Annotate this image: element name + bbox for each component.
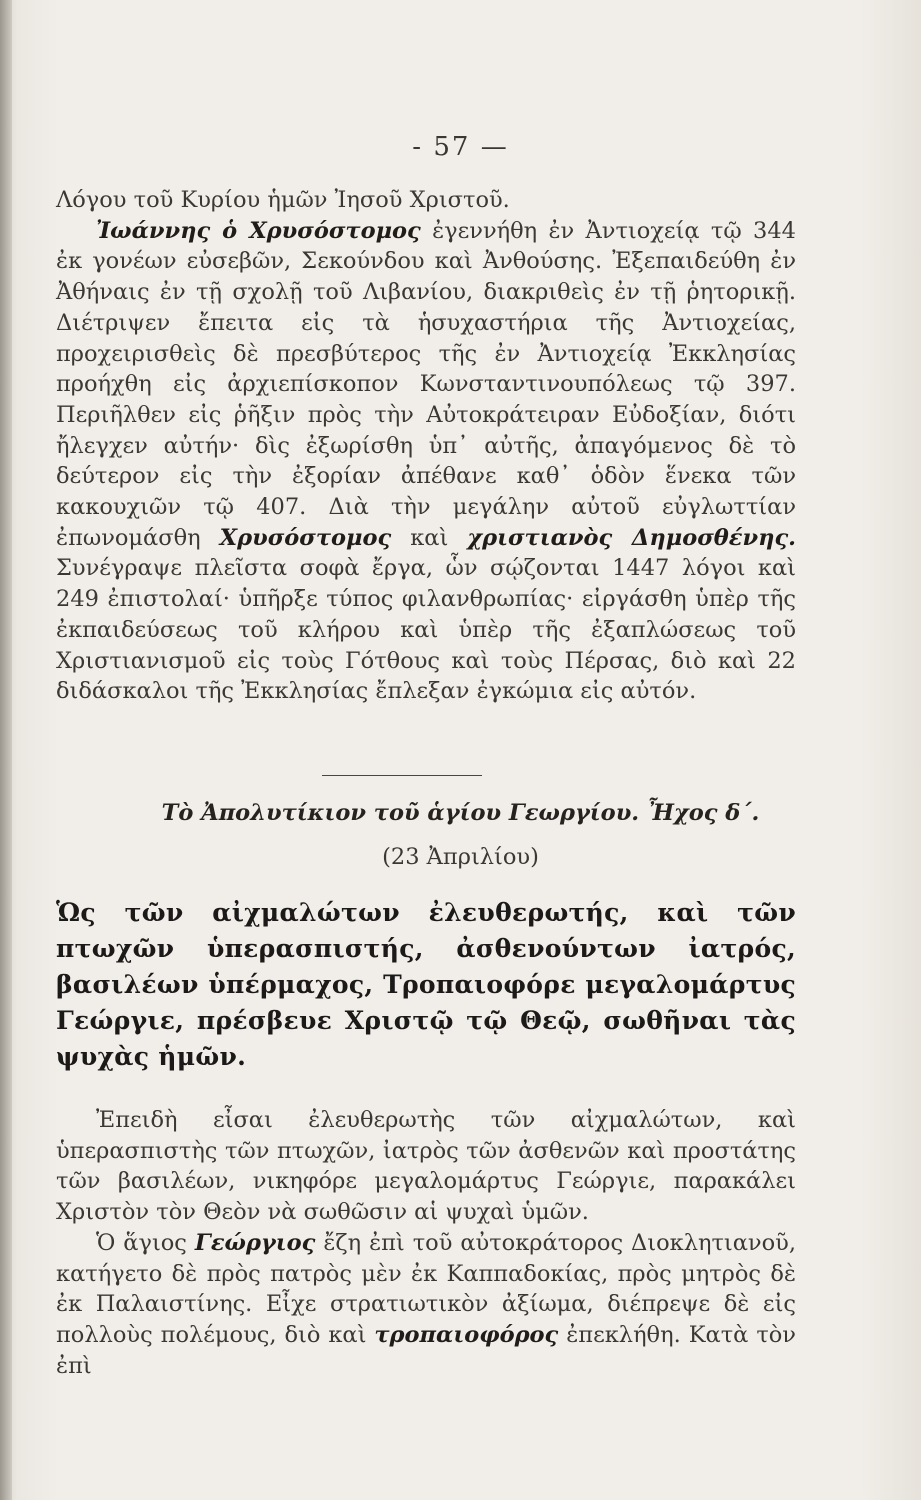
bio-text-1: ἐγεννήθη ἐν Ἀντιοχείᾳ τῷ 344 ἐκ γονέων εὐσεβῶν, Σεκούνδου καὶ Ἀνθούσης. Ἐξεπαιδεύθη ἐν Ἀθήναις ἐν τῇ σχολῇ τοῦ Λιβανίου, διακριθεὶς ἐν τῇ ῥητορικῇ. Διέτριψεν ἔπειτα εἰς τὰ ἡσυχαστήρια τῆς Ἀντιοχείας, προχειρισθεὶς δὲ πρεσβύτερος τῆς ἐν Ἀντιοχείᾳ Ἐκκλησίας προήχθη εἰς ἀρχιεπίσκοπον Κωνσταντινουπόλεως τῷ 397. Περιῆλθεν εἰς ῥῆξιν πρὸς τὴν Αὐτοκράτειραν Εὐδοξίαν, διότι ἤλεγχεν αὐτήν· δὶς ἐξωρίσθη ὑπ᾿ αὐτῆς, ἀπαγόμενος δὲ τὸ δεύτερον εἰς τὴν ἐξορίαν ἀπέθανε καθ᾿ ὁδὸν ἕνεκα τῶν κακουχιῶν τῷ 407. Διὰ τὴν μεγάλην αὐτοῦ εὐγλωττίαν ἐπωνομάσθη	[56, 217, 796, 551]
apolytikion-hymn: Ὡς τῶν αἰχμαλώτων ἐλευθερωτής, καὶ τῶν πτωχῶν ὑπερασπιστής, ἀσθενούντων ἰατρός, βασιλέων ὑπέρμαχος, Τροπαιοφόρε μεγαλομάρτυς Γεώργιε, πρέσβευε Χριστῷ τῷ Θεῷ, σωθῆναι τὰς ψυχὰς ἡμῶν.	[56, 898, 796, 1071]
hymn-paraphrase: Ἐπειδὴ εἶσαι ἐλευθερωτὴς τῶν αἰχμαλώτων, καὶ ὑπερασπιστὴς τῶν πτωχῶν, ἰατρὸς τῶν ἀσθενῶν καὶ προστάτης τῶν βασιλέων, νικηφόρε μεγαλομάρτυς Γεώργιε, παρακάλει Χριστὸν τὸν Θεὸν νὰ σωθῶσιν αἱ ψυχαὶ ὑμῶν.	[56, 1107, 796, 1226]
bio-text-3: Συνέγραψε πλεῖστα σοφὰ ἔργα, ὧν σῴζονται 1447 λόγοι καὶ 249 ἐπιστολαί· ὑπῆρξε τύπος φιλανθρωπίας· εἰργάσθη ὑπὲρ τῆς ἐκπαιδεύσεως τοῦ κλήρου καὶ ὑπὲρ τῆς ἐξαπλώσεως τοῦ Χριστιανισμοῦ εἰς τοὺς Γότθους καὶ τοὺς Πέρσας, διὸ καὶ 22 διδάσκαλοι τῆς Ἐκκλησίας ἔπλεξαν ἐγκώμια εἰς αὐτόν.	[56, 555, 796, 705]
paraphrase-section	[56, 1105, 796, 1381]
saint-name: Ἰωάννης ὁ Χρυσόστομος	[96, 217, 421, 244]
book-spine-shadow	[0, 0, 12, 1500]
epithet-2: χριστιανὸς Δημοσθένης.	[467, 524, 796, 551]
section-date: (23 Ἀπριλίου)	[382, 844, 539, 870]
page-number: - 57 —	[412, 132, 509, 162]
section-divider	[322, 775, 482, 776]
bio-text-2: καὶ	[391, 524, 468, 551]
george-bio-text-2: ἔζη ἐπὶ τοῦ αὐτοκράτορος Διοκλητιανοῦ, κατήγετο δὲ πρὸς πατρὸς μὲν ἐκ Καππαδοκίας, πρὸς μητρὸς δὲ ἐκ Παλαιστίνης. Εἶχε στρατιωτικὸν ἀξίωμα, διέπρεψε δὲ εἰς πολλοὺς πολέμους, διὸ καὶ	[56, 1229, 796, 1348]
chrysostom-bio	[56, 216, 796, 707]
george-name: Γεώργιος	[194, 1229, 316, 1256]
continuation-line: Λόγου τοῦ Κυρίου ἡμῶν Ἰησοῦ Χριστοῦ.	[56, 187, 510, 213]
george-epithet: τροπαιοφόρος	[374, 1321, 559, 1348]
section-title: Τὸ Ἀπολυτίκιον τοῦ ἁγίου Γεωργίου. Ἦχος δ΄.	[161, 800, 760, 826]
george-bio-text-3: ἐπεκλήθη. Κατὰ τὸν ἐπὶ	[56, 1321, 796, 1379]
chrysostom-paragraph	[56, 185, 796, 707]
george-bio-text-1: Ὁ ἅγιος	[96, 1229, 195, 1256]
epithet-1: Χρυσόστομος	[219, 524, 392, 551]
george-bio	[56, 1228, 796, 1382]
